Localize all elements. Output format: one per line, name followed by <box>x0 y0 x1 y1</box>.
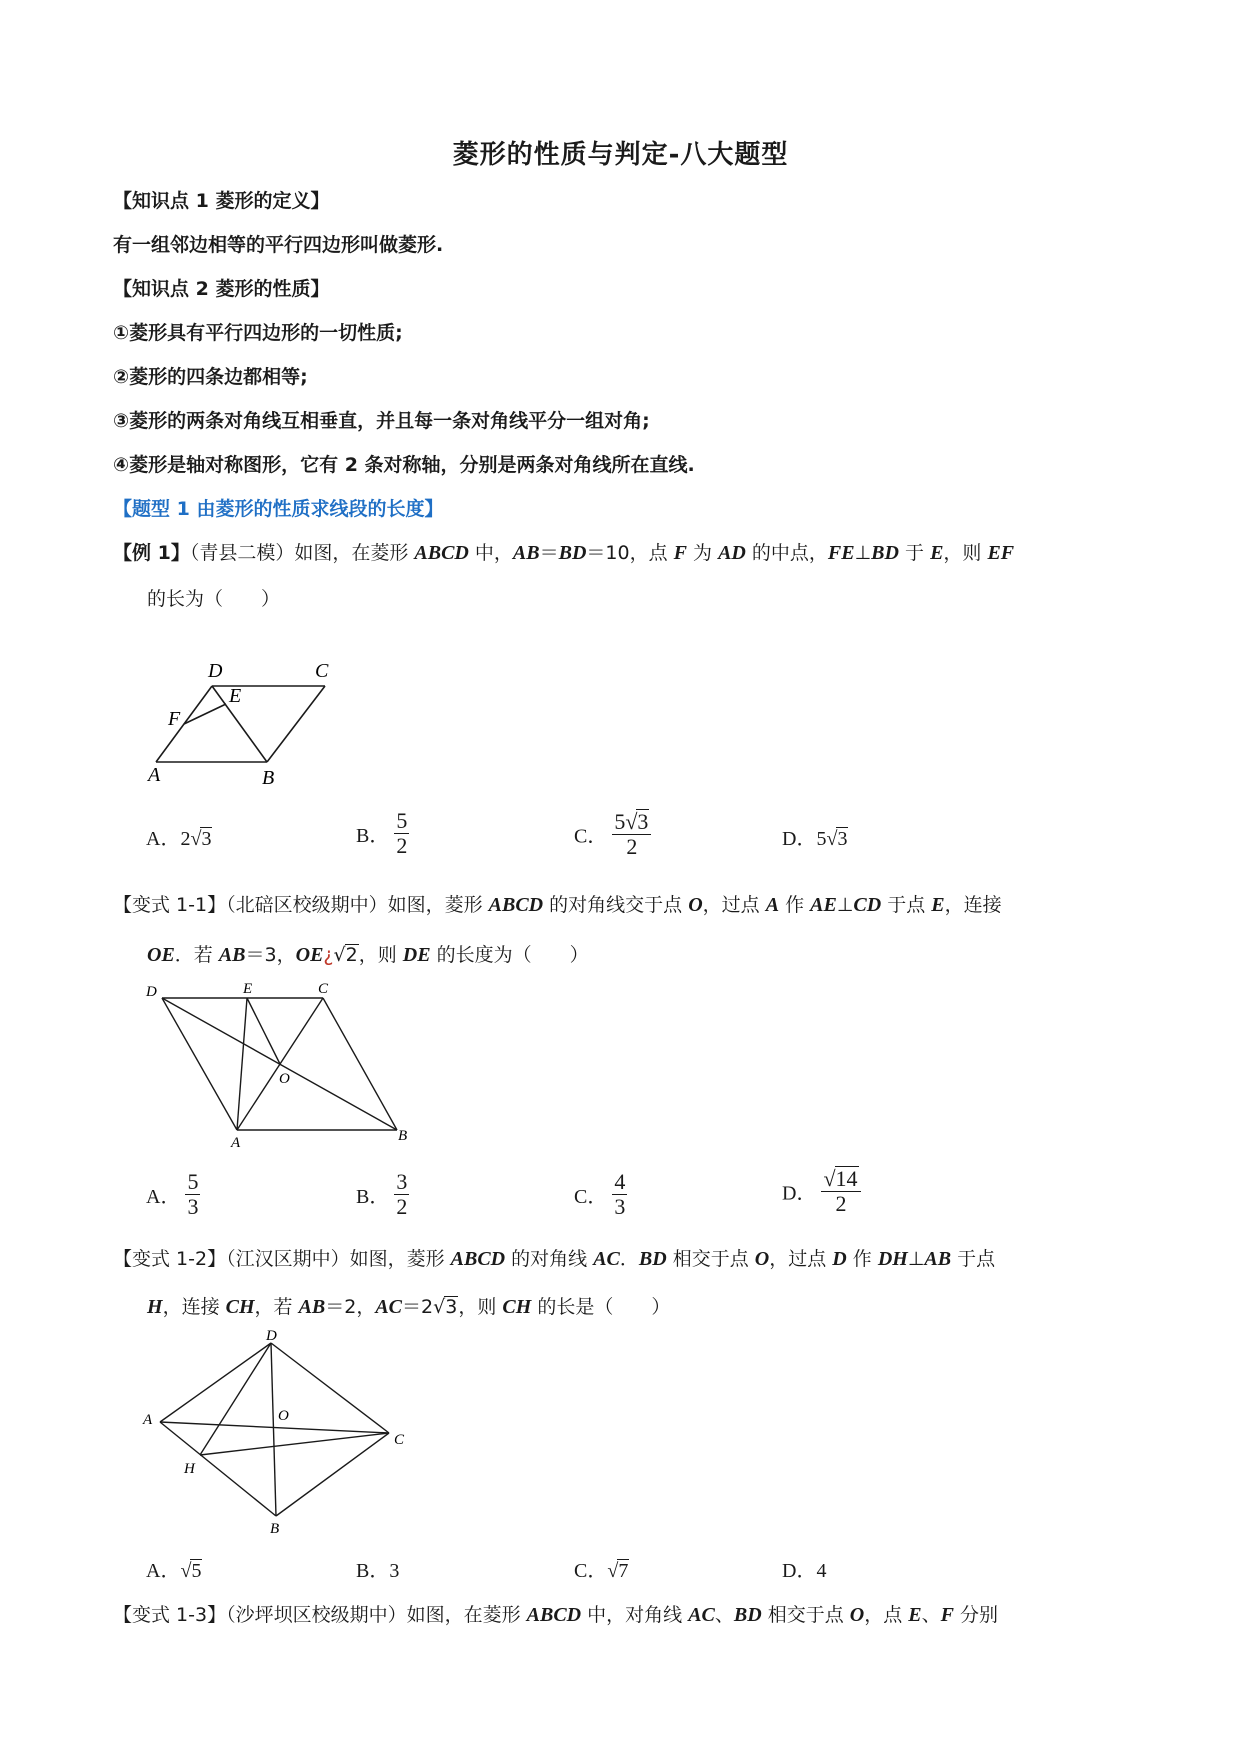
line-EO <box>247 998 280 1064</box>
numerator: 3 <box>396 1169 408 1194</box>
option-label: A． <box>146 828 181 850</box>
var12-option-b[interactable] <box>356 1554 399 1583</box>
ex1-option-b[interactable] <box>356 809 409 858</box>
line-FE <box>184 704 226 724</box>
point-A-label: A <box>143 1412 153 1428</box>
ex1-text: 为 <box>686 542 719 564</box>
fraction <box>612 809 651 859</box>
ex1-text: 于 <box>898 542 931 564</box>
option-label: B． <box>356 1186 390 1209</box>
text: ，若 <box>254 1296 299 1318</box>
type1-heading: 【题型 1 由菱形的性质求线段的长度】 <box>113 498 444 520</box>
var11-figure <box>140 980 430 1150</box>
denominator: 3 <box>614 1194 626 1220</box>
kp1-heading: 【知识点 1 菱形的定义】 <box>113 190 330 212</box>
var11-option-b[interactable] <box>356 1170 409 1219</box>
ex1-figure <box>140 650 350 790</box>
fraction <box>185 1170 200 1219</box>
var12-line1 <box>113 1244 995 1271</box>
option-label: A． <box>146 1186 181 1209</box>
option-label: B． <box>356 825 390 848</box>
var: F <box>940 1604 954 1626</box>
radicand: 3 <box>201 828 212 850</box>
var11-option-c[interactable] <box>574 1170 627 1219</box>
radicand: 2 <box>345 944 358 966</box>
var12-option-d[interactable] <box>782 1554 826 1583</box>
text: 、 <box>714 1604 734 1626</box>
var: CH <box>225 1296 255 1318</box>
text: 的长度为（ ） <box>430 944 589 966</box>
line-AD <box>160 1343 271 1422</box>
text: ，过点 <box>769 1248 833 1270</box>
fraction <box>821 1166 860 1216</box>
var: CH <box>502 1296 532 1318</box>
var: BD <box>733 1604 762 1626</box>
option-label: C． <box>574 1186 608 1209</box>
var: AB <box>924 1248 952 1270</box>
option-value: 4 <box>816 1560 827 1582</box>
point-O-label: O <box>278 1408 289 1424</box>
kp2-item-2: ②菱形的四条边都相等; <box>113 366 308 388</box>
var: E <box>931 894 945 916</box>
text: ＝2 <box>402 1296 434 1318</box>
ex1-text: ⊥ <box>854 542 872 564</box>
ex1-var: ABCD <box>414 542 469 564</box>
kp2-heading: 【知识点 2 菱形的性质】 <box>113 278 330 300</box>
var: AB <box>298 1296 326 1318</box>
numerator: 4 <box>614 1169 626 1194</box>
ex1-text: ＝10，点 <box>586 542 674 564</box>
text: ．若 <box>174 944 219 966</box>
option-label: D． <box>782 1560 817 1582</box>
point-C-label: C <box>318 981 329 997</box>
denominator: 2 <box>396 1194 408 1220</box>
numerator: 5 <box>187 1169 199 1194</box>
denominator: 2 <box>835 1191 847 1217</box>
line-DH <box>200 1343 271 1455</box>
var11-option-a[interactable] <box>146 1170 200 1219</box>
text: 相交于点 <box>761 1604 850 1626</box>
var: H <box>147 1296 163 1318</box>
line-DA <box>162 998 237 1130</box>
var12-line2: H，连接 CH，若 AB＝2，AC＝2√3，则 CH 的长是（ ） <box>147 1296 671 1318</box>
var: AB <box>218 944 246 966</box>
point-A-label: A <box>148 764 161 786</box>
var13-tag: 【变式 1-3】 <box>113 1604 227 1626</box>
line-AE <box>237 998 247 1130</box>
var: O <box>688 894 703 916</box>
var: CD <box>853 894 882 916</box>
line-CB <box>276 1433 389 1516</box>
fraction <box>612 1170 627 1219</box>
ex1-var: BD <box>558 542 587 564</box>
var: D <box>832 1248 847 1270</box>
text: 作 <box>779 894 811 916</box>
var: O <box>754 1248 770 1270</box>
var: AC <box>688 1604 715 1626</box>
var11-line2: OE．若 AB＝3，OE¿√2，则 DE 的长度为（ ） <box>147 944 589 966</box>
ex1-var: FE <box>827 542 855 564</box>
var: OE <box>295 944 324 966</box>
text: 的长是（ ） <box>531 1296 671 1318</box>
text: 如图，菱形 <box>349 1248 451 1270</box>
text: 中，对角线 <box>581 1604 689 1626</box>
point-B-label: B <box>270 1521 280 1537</box>
var: A <box>765 894 780 916</box>
var11-tag: 【变式 1-1】 <box>113 894 227 916</box>
point-C-label: C <box>315 660 329 682</box>
var: BD <box>638 1248 667 1270</box>
glyph: ¿ <box>323 944 334 966</box>
ex1-option-a[interactable]: A．2√3 <box>146 828 212 850</box>
text: ⊥ <box>836 894 854 916</box>
fraction <box>394 1170 409 1219</box>
var: AC <box>375 1296 403 1318</box>
text: 的对角线交于点 <box>543 894 689 916</box>
text: 如图，在菱形 <box>406 1604 527 1626</box>
option-label: C． <box>574 825 608 848</box>
text: ，则 <box>358 944 403 966</box>
var12-tag: 【变式 1-2】 <box>113 1248 227 1270</box>
text: ＝2， <box>325 1296 376 1318</box>
point-H-label: H <box>184 1461 195 1477</box>
line-AC <box>160 1422 389 1433</box>
var13-source: （沙坪坝区校级期中） <box>226 1604 407 1626</box>
denominator: 2 <box>626 834 638 860</box>
var12-option-c[interactable]: C．√7 <box>574 1560 629 1582</box>
text: 相交于点 <box>666 1248 755 1270</box>
fraction <box>394 809 409 858</box>
kp1-text: 有一组邻边相等的平行四边形叫做菱形. <box>113 234 444 256</box>
ex1-var: E <box>930 542 944 564</box>
text: ，过点 <box>702 894 766 916</box>
radicand: 3 <box>445 1296 458 1318</box>
option-label: A． <box>146 1560 181 1582</box>
numerator: 5 <box>396 808 408 833</box>
option-label: D． <box>782 828 817 850</box>
line-HC <box>200 1433 389 1455</box>
point-C-label: C <box>394 1432 405 1448</box>
option-label: B． <box>356 1560 390 1582</box>
var13-line1 <box>113 1600 998 1627</box>
ex1-text: ，则 <box>943 542 988 564</box>
var: E <box>908 1604 922 1626</box>
point-F-label: F <box>168 708 181 730</box>
radicand: 7 <box>618 1560 629 1582</box>
ex1-text: 如图，在菱形 <box>294 542 415 564</box>
option-value: 3 <box>389 1560 400 1582</box>
text: 、 <box>921 1604 941 1626</box>
ex1-var: AB <box>512 542 540 564</box>
point-A-label: A <box>231 1135 241 1150</box>
point-D-label: D <box>208 660 223 682</box>
line-CB <box>323 998 397 1130</box>
var: AE <box>810 894 837 916</box>
denominator: 2 <box>396 833 408 859</box>
text: 如图，菱形 <box>387 894 489 916</box>
ex1-option-d[interactable]: D．5√3 <box>782 828 848 850</box>
var12-option-a[interactable]: A．√5 <box>146 1560 202 1582</box>
text: 于点 <box>881 894 932 916</box>
line-DB <box>271 1343 276 1516</box>
text: ，点 <box>864 1604 909 1626</box>
option-coef: 2 <box>180 828 191 850</box>
ex1-source: （青县二模） <box>189 542 295 564</box>
page-title: 菱形的性质与判定-八大题型 <box>452 140 789 170</box>
numerator: 5√3 <box>612 809 651 835</box>
point-B-label: B <box>398 1128 408 1144</box>
radicand: 5 <box>191 1560 202 1582</box>
var: DE <box>402 944 431 966</box>
ex1-text: 的中点， <box>745 542 828 564</box>
radicand: 14 <box>835 1166 858 1191</box>
point-D-label: D <box>266 1328 277 1344</box>
text: ，则 <box>458 1296 503 1318</box>
coef: 5 <box>614 809 626 834</box>
point-E-label: E <box>229 685 242 707</box>
text: 分别 <box>954 1604 999 1626</box>
text: 的对角线 <box>505 1248 594 1270</box>
ex1-line2: 的长为（ ） <box>147 588 281 610</box>
ex1-option-c[interactable] <box>574 809 651 859</box>
text: ． <box>619 1248 639 1270</box>
var11-option-d[interactable] <box>782 1166 861 1216</box>
point-D-label: D <box>146 984 157 1000</box>
ex1-text: ＝ <box>539 542 559 564</box>
var11-source: （北碚区校级期中） <box>226 894 388 916</box>
var: ABCD <box>450 1248 506 1270</box>
var: ABCD <box>526 1604 582 1626</box>
kp2-item-1: ①菱形具有平行四边形的一切性质; <box>113 322 403 344</box>
text: ，连接 <box>944 894 1002 916</box>
ex1-var: F <box>673 542 687 564</box>
numerator: √14 <box>821 1166 860 1192</box>
ex1-tag: 【例 1】 <box>113 542 190 564</box>
ex1-var: BD <box>871 542 899 564</box>
var12-figure <box>140 1328 420 1538</box>
text: ⊥ <box>907 1248 925 1270</box>
text: ＝3， <box>245 944 296 966</box>
ex1-line1 <box>113 538 1014 565</box>
text: 作 <box>846 1248 878 1270</box>
point-E-label: E <box>243 981 253 997</box>
option-coef: 5 <box>816 828 827 850</box>
var: O <box>849 1604 865 1626</box>
var12-source: （江汉区期中） <box>226 1248 350 1270</box>
radicand: 3 <box>837 828 848 850</box>
var11-line1 <box>113 890 1002 917</box>
ex1-var: EF <box>987 542 1015 564</box>
option-label: D． <box>782 1182 817 1205</box>
point-B-label: B <box>262 767 275 789</box>
kp2-item-3: ③菱形的两条对角线互相垂直，并且每一条对角线平分一组对角; <box>113 410 650 432</box>
line-BA <box>160 1422 276 1516</box>
var: OE <box>147 944 175 966</box>
text: 于点 <box>951 1248 996 1270</box>
text: ，连接 <box>162 1296 226 1318</box>
point-O-label: O <box>279 1071 290 1087</box>
denominator: 3 <box>187 1194 199 1220</box>
option-label: C． <box>574 1560 608 1582</box>
var: DH <box>877 1248 908 1270</box>
line-BC <box>267 686 325 762</box>
var: AC <box>593 1248 620 1270</box>
kp2-item-4: ④菱形是轴对称图形，它有 2 条对称轴，分别是两条对角线所在直线. <box>113 454 695 476</box>
var: ABCD <box>488 894 544 916</box>
ex1-var: AD <box>718 542 746 564</box>
ex1-text: 中， <box>468 542 513 564</box>
radicand: 3 <box>637 809 649 834</box>
